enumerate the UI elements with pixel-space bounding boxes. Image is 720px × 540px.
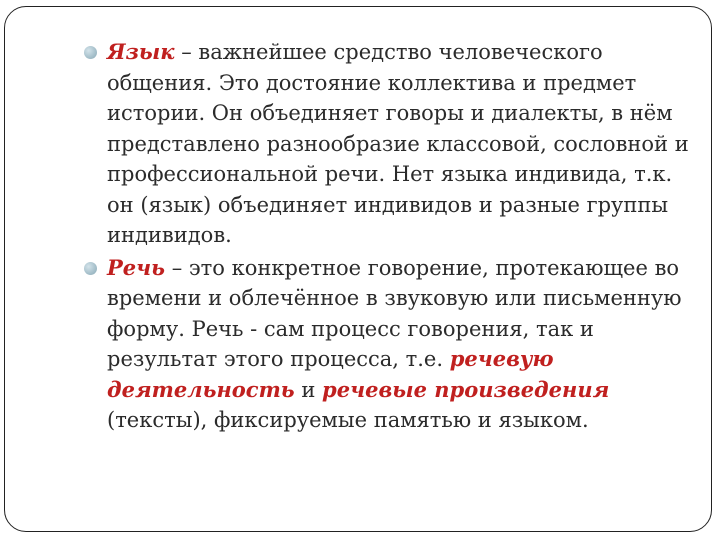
term-speech-works: речевые произведения: [322, 376, 610, 402]
bullet-dot-icon: [84, 46, 97, 59]
definition-speech: – это конкретное говорение, протекающее во времени и облечённое в звуковую или письменную форму. Речь - сам процесс говорения, так и результат этого процесса, т.е.: [107, 255, 682, 371]
slide-content: [81, 37, 691, 438]
term-speech: Речь: [107, 254, 166, 280]
list-item-language: [81, 37, 691, 251]
term-speech-activity: речевую деятельность: [107, 346, 554, 402]
list-item-speech: [81, 253, 691, 436]
definition-speech-end: (тексты), фиксируемые памятью и языком.: [107, 408, 589, 432]
slide-frame: [4, 6, 712, 532]
term-language: Язык: [107, 39, 175, 64]
connector-text: и: [294, 377, 323, 402]
bullet-dot-icon: [84, 262, 97, 275]
definition-language: – важнейшее средство человеческого общения. Это достояние коллектива и предмет истории. Он объединяет говоры и диалекты, в нём представлено разнообразие классовой, сословной и профессиональной речи. Нет языка индивида, т.к. он (язык) объединяет индивидов и разные группы индивидов.: [107, 40, 689, 247]
